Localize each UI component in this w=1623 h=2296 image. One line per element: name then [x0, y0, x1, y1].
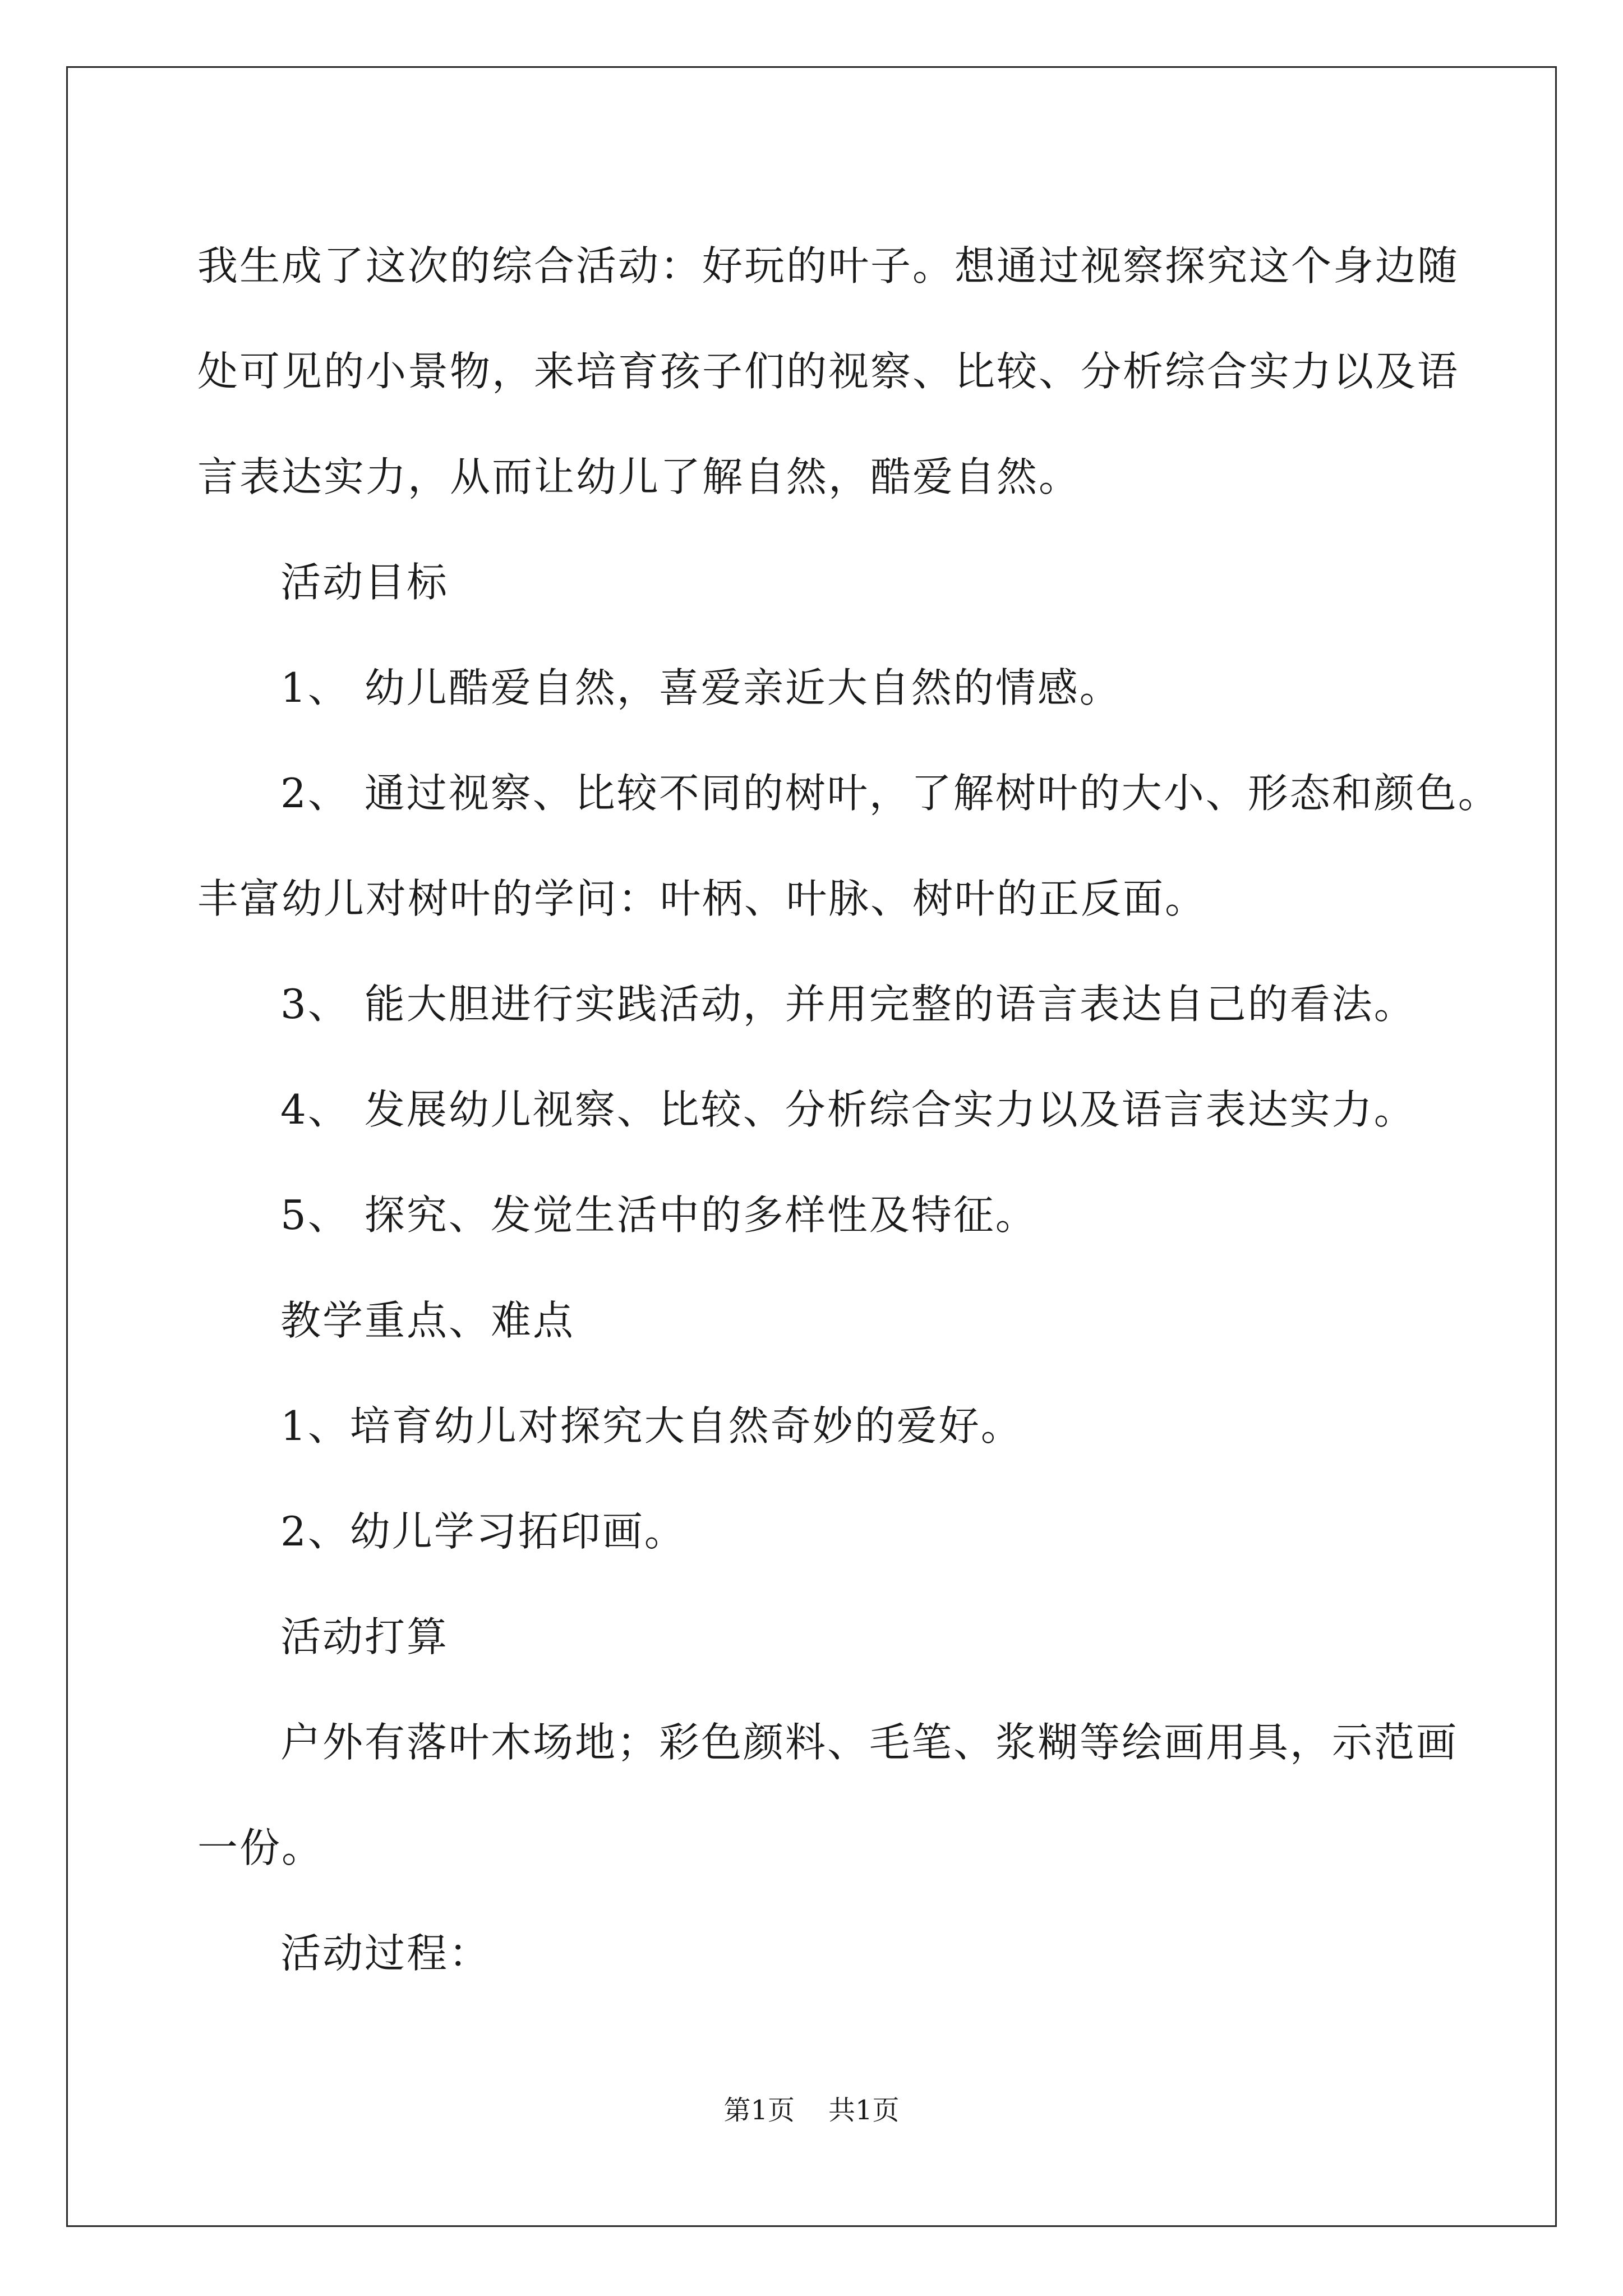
document-body	[197, 213, 1500, 2006]
goal-item: 3、 能大胆进行实践活动，并用完整的语言表达自己的看法。	[280, 981, 1416, 1028]
body-line: 言表达实力，从而让幼儿了解自然，酷爱自然。	[197, 453, 1081, 500]
key-point-item: 2、幼儿学习拓印画。	[280, 1508, 686, 1555]
body-line: 处可见的小景物，来培育孩子们的视察、比较、分析综合实力以及语	[197, 348, 1460, 395]
goal-item: 5、 探究、发觉生活中的多样性及特征。	[280, 1191, 1038, 1239]
section-heading-preparation: 活动打算	[280, 1613, 449, 1660]
key-point-item: 1、培育幼儿对探究大自然奇妙的爱好。	[280, 1402, 1023, 1450]
goal-item: 1、 幼儿酷爱自然，喜爱亲近大自然的情感。	[280, 664, 1122, 711]
goal-item: 4、 发展幼儿视察、比较、分析综合实力以及语言表达实力。	[280, 1086, 1416, 1133]
section-heading-goals: 活动目标	[280, 559, 449, 606]
goal-item: 2、 通过视察、比较不同的树叶，了解树叶的大小、形态和颜色。	[280, 770, 1500, 817]
preparation-text: 户外有落叶木场地；彩色颜料、毛笔、浆糊等绘画用具，示范画	[280, 1719, 1459, 1766]
page-number: 第1页	[723, 2095, 795, 2126]
body-line: 我生成了这次的综合活动：好玩的叶子。想通过视察探究这个身边随	[197, 242, 1460, 289]
section-heading-process: 活动过程：	[280, 1930, 491, 1977]
preparation-text-continuation: 一份。	[197, 1824, 324, 1871]
goal-item-continuation: 丰富幼儿对树叶的学问：叶柄、叶脉、树叶的正反面。	[197, 875, 1207, 922]
section-heading-key-points: 教学重点、难点	[280, 1297, 575, 1344]
page-total: 共1页	[828, 2095, 900, 2126]
page-footer	[0, 2093, 1623, 2127]
